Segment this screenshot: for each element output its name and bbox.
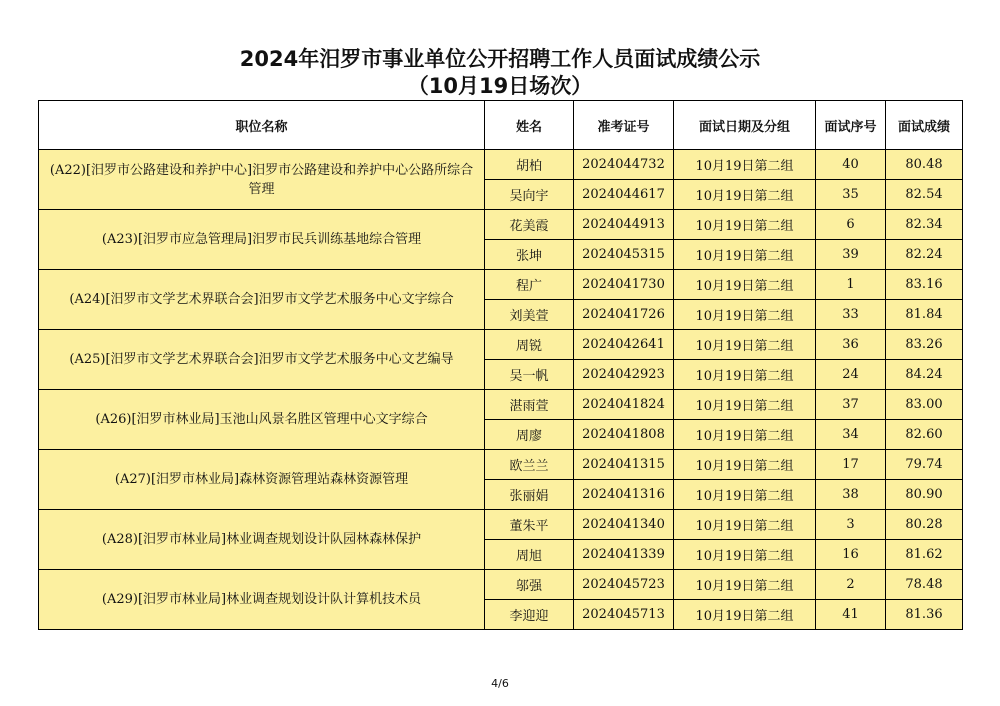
- interview-sequence: 38: [816, 480, 886, 510]
- position-name: (A22)[汨罗市公路建设和养护中心]汨罗市公路建设和养护中心公路所综合管理: [39, 150, 485, 210]
- table-row: [39, 390, 963, 420]
- position-name: (A26)[汨罗市林业局]玉池山风景名胜区管理中心文字综合: [39, 390, 485, 450]
- candidate-name: 胡柏: [485, 150, 574, 180]
- exam-id: 2024041339: [574, 540, 674, 570]
- interview-date-group: 10月19日第二组: [674, 270, 816, 300]
- interview-sequence: 6: [816, 210, 886, 240]
- interview-date-group: 10月19日第二组: [674, 390, 816, 420]
- interview-score: 81.84: [886, 300, 963, 330]
- position-name: (A29)[汨罗市林业局]林业调查规划设计队计算机技术员: [39, 570, 485, 630]
- candidate-name: 张坤: [485, 240, 574, 270]
- header-exam-id: 准考证号: [574, 101, 674, 150]
- table-row: [39, 150, 963, 180]
- interview-score: 80.48: [886, 150, 963, 180]
- candidate-name: 周锐: [485, 330, 574, 360]
- candidate-name: 欧兰兰: [485, 450, 574, 480]
- table-body: [39, 150, 963, 630]
- exam-id: 2024041340: [574, 510, 674, 540]
- table-row: [39, 570, 963, 600]
- exam-id: 2024044617: [574, 180, 674, 210]
- interview-date-group: 10月19日第二组: [674, 450, 816, 480]
- interview-date-group: 10月19日第二组: [674, 300, 816, 330]
- exam-id: 2024041726: [574, 300, 674, 330]
- exam-id: 2024044913: [574, 210, 674, 240]
- position-name: (A28)[汨罗市林业局]林业调查规划设计队园林森林保护: [39, 510, 485, 570]
- table-row: [39, 210, 963, 240]
- table-row: [39, 330, 963, 360]
- candidate-name: 周旭: [485, 540, 574, 570]
- interview-score: 82.24: [886, 240, 963, 270]
- candidate-name: 周廖: [485, 420, 574, 450]
- interview-sequence: 39: [816, 240, 886, 270]
- exam-id: 2024041316: [574, 480, 674, 510]
- table-row: [39, 450, 963, 480]
- interview-date-group: 10月19日第二组: [674, 360, 816, 390]
- interview-date-group: 10月19日第二组: [674, 330, 816, 360]
- interview-sequence: 3: [816, 510, 886, 540]
- interview-sequence: 1: [816, 270, 886, 300]
- candidate-name: 吴向宇: [485, 180, 574, 210]
- interview-score: 83.00: [886, 390, 963, 420]
- candidate-name: 湛雨萱: [485, 390, 574, 420]
- position-name: (A25)[汨罗市文学艺术界联合会]汨罗市文学艺术服务中心文艺编导: [39, 330, 485, 390]
- interview-score: 82.34: [886, 210, 963, 240]
- interview-sequence: 2: [816, 570, 886, 600]
- interview-date-group: 10月19日第二组: [674, 510, 816, 540]
- page-title: 2024年汨罗市事业单位公开招聘工作人员面试成绩公示: [239, 47, 761, 71]
- interview-sequence: 33: [816, 300, 886, 330]
- exam-id: 2024042641: [574, 330, 674, 360]
- interview-score: 80.28: [886, 510, 963, 540]
- candidate-name: 邬强: [485, 570, 574, 600]
- header-sequence: 面试序号: [816, 101, 886, 150]
- exam-id: 2024044732: [574, 150, 674, 180]
- candidate-name: 李迎迎: [485, 600, 574, 630]
- candidate-name: 张丽娟: [485, 480, 574, 510]
- candidate-name: 刘美萱: [485, 300, 574, 330]
- interview-score: 82.60: [886, 420, 963, 450]
- candidate-name: 吴一帆: [485, 360, 574, 390]
- interview-score: 84.24: [886, 360, 963, 390]
- interview-date-group: 10月19日第二组: [674, 420, 816, 450]
- candidate-name: 花美霞: [485, 210, 574, 240]
- interview-sequence: 16: [816, 540, 886, 570]
- interview-sequence: 40: [816, 150, 886, 180]
- candidate-name: 程广: [485, 270, 574, 300]
- interview-date-group: 10月19日第二组: [674, 600, 816, 630]
- interview-sequence: 36: [816, 330, 886, 360]
- interview-score: 81.36: [886, 600, 963, 630]
- interview-sequence: 34: [816, 420, 886, 450]
- exam-id: 2024045713: [574, 600, 674, 630]
- position-name: (A24)[汨罗市文学艺术界联合会]汨罗市文学艺术服务中心文字综合: [39, 270, 485, 330]
- interview-date-group: 10月19日第二组: [674, 570, 816, 600]
- interview-score: 78.48: [886, 570, 963, 600]
- interview-date-group: 10月19日第二组: [674, 210, 816, 240]
- interview-sequence: 37: [816, 390, 886, 420]
- table-row: [39, 510, 963, 540]
- header-name: 姓名: [485, 101, 574, 150]
- candidate-name: 董朱平: [485, 510, 574, 540]
- interview-date-group: 10月19日第二组: [674, 240, 816, 270]
- exam-id: 2024045723: [574, 570, 674, 600]
- interview-score: 83.26: [886, 330, 963, 360]
- interview-score: 79.74: [886, 450, 963, 480]
- exam-id: 2024045315: [574, 240, 674, 270]
- interview-sequence: 35: [816, 180, 886, 210]
- page-subtitle: （10月19日场次）: [407, 74, 593, 98]
- exam-id: 2024041315: [574, 450, 674, 480]
- interview-sequence: 17: [816, 450, 886, 480]
- header-position: 职位名称: [39, 101, 485, 150]
- interview-date-group: 10月19日第二组: [674, 150, 816, 180]
- header-date-group: 面试日期及分组: [674, 101, 816, 150]
- interview-sequence: 24: [816, 360, 886, 390]
- page-number: 4/6: [491, 677, 509, 690]
- interview-date-group: 10月19日第二组: [674, 480, 816, 510]
- table-header-row: [39, 101, 963, 150]
- exam-id: 2024041808: [574, 420, 674, 450]
- interview-score: 80.90: [886, 480, 963, 510]
- exam-id: 2024041730: [574, 270, 674, 300]
- results-table: [38, 100, 963, 630]
- table-row: [39, 270, 963, 300]
- exam-id: 2024042923: [574, 360, 674, 390]
- exam-id: 2024041824: [574, 390, 674, 420]
- interview-score: 82.54: [886, 180, 963, 210]
- interview-date-group: 10月19日第二组: [674, 180, 816, 210]
- interview-score: 81.62: [886, 540, 963, 570]
- interview-score: 83.16: [886, 270, 963, 300]
- position-name: (A27)[汨罗市林业局]森林资源管理站森林资源管理: [39, 450, 485, 510]
- header-score: 面试成绩: [886, 101, 963, 150]
- interview-sequence: 41: [816, 600, 886, 630]
- position-name: (A23)[汨罗市应急管理局]汨罗市民兵训练基地综合管理: [39, 210, 485, 270]
- interview-date-group: 10月19日第二组: [674, 540, 816, 570]
